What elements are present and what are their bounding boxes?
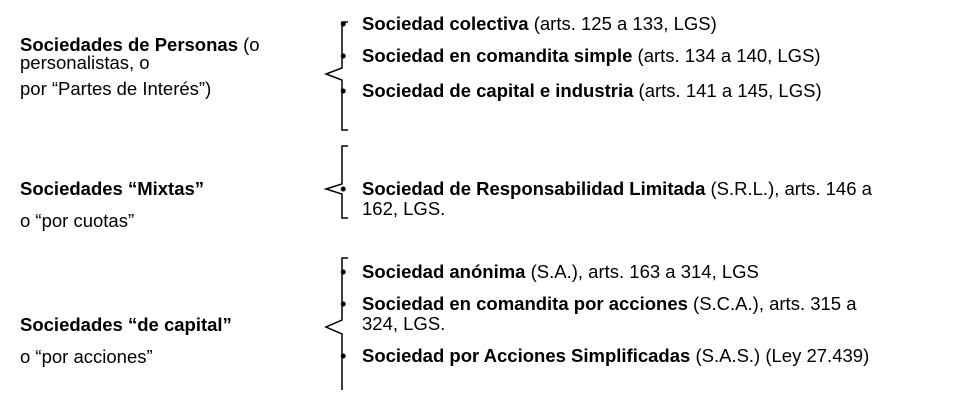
- list-item: • Sociedad colectiva (arts. 125 a 133, LGS): [340, 13, 717, 34]
- bullet-icon: •: [340, 178, 347, 199]
- list-item: • Sociedad por Acciones Simplificadas (S.A.S.) (Ley 27.439): [340, 345, 870, 366]
- bullet-icon: •: [340, 293, 347, 314]
- list-item: • Sociedad de capital e industria (arts. 141 a 145, LGS): [340, 80, 822, 101]
- bullet-icon: •: [340, 261, 347, 282]
- list-item: • Sociedad en comandita simple (arts. 134 a 140, LGS): [340, 45, 821, 66]
- bullet-icon: •: [340, 45, 347, 66]
- category-title: Sociedades de Personas: [20, 34, 238, 55]
- brace-personas: [326, 22, 348, 130]
- category-title: Sociedades “de capital”: [20, 314, 232, 335]
- bullet-icon: •: [340, 13, 347, 34]
- bullet-icon: •: [340, 345, 347, 366]
- category-personas: Sociedades de Personas (o personalistas, o por “Partes de Interés”): [20, 34, 260, 99]
- category-subtitle: o “por acciones”: [20, 346, 153, 367]
- bullet-icon: •: [340, 80, 347, 101]
- category-subtitle: por “Partes de Interés”): [20, 78, 212, 99]
- category-mixtas: [20, 178, 204, 232]
- category-capital: [20, 314, 232, 368]
- category-title: Sociedades “Mixtas”: [20, 178, 205, 199]
- list-item: • Sociedad en comandita por acciones (S.C.A.), arts. 315 a 324, LGS.: [340, 293, 857, 334]
- category-subtitle: o “por cuotas”: [20, 210, 135, 231]
- list-item: • Sociedad anónima (S.A.), arts. 163 a 314, LGS: [340, 261, 759, 282]
- list-item: • Sociedad de Responsabilidad Limitada (S.R.L.), arts. 146 a 162, LGS.: [340, 178, 872, 219]
- category-subtitle: personalistas, o: [20, 52, 150, 73]
